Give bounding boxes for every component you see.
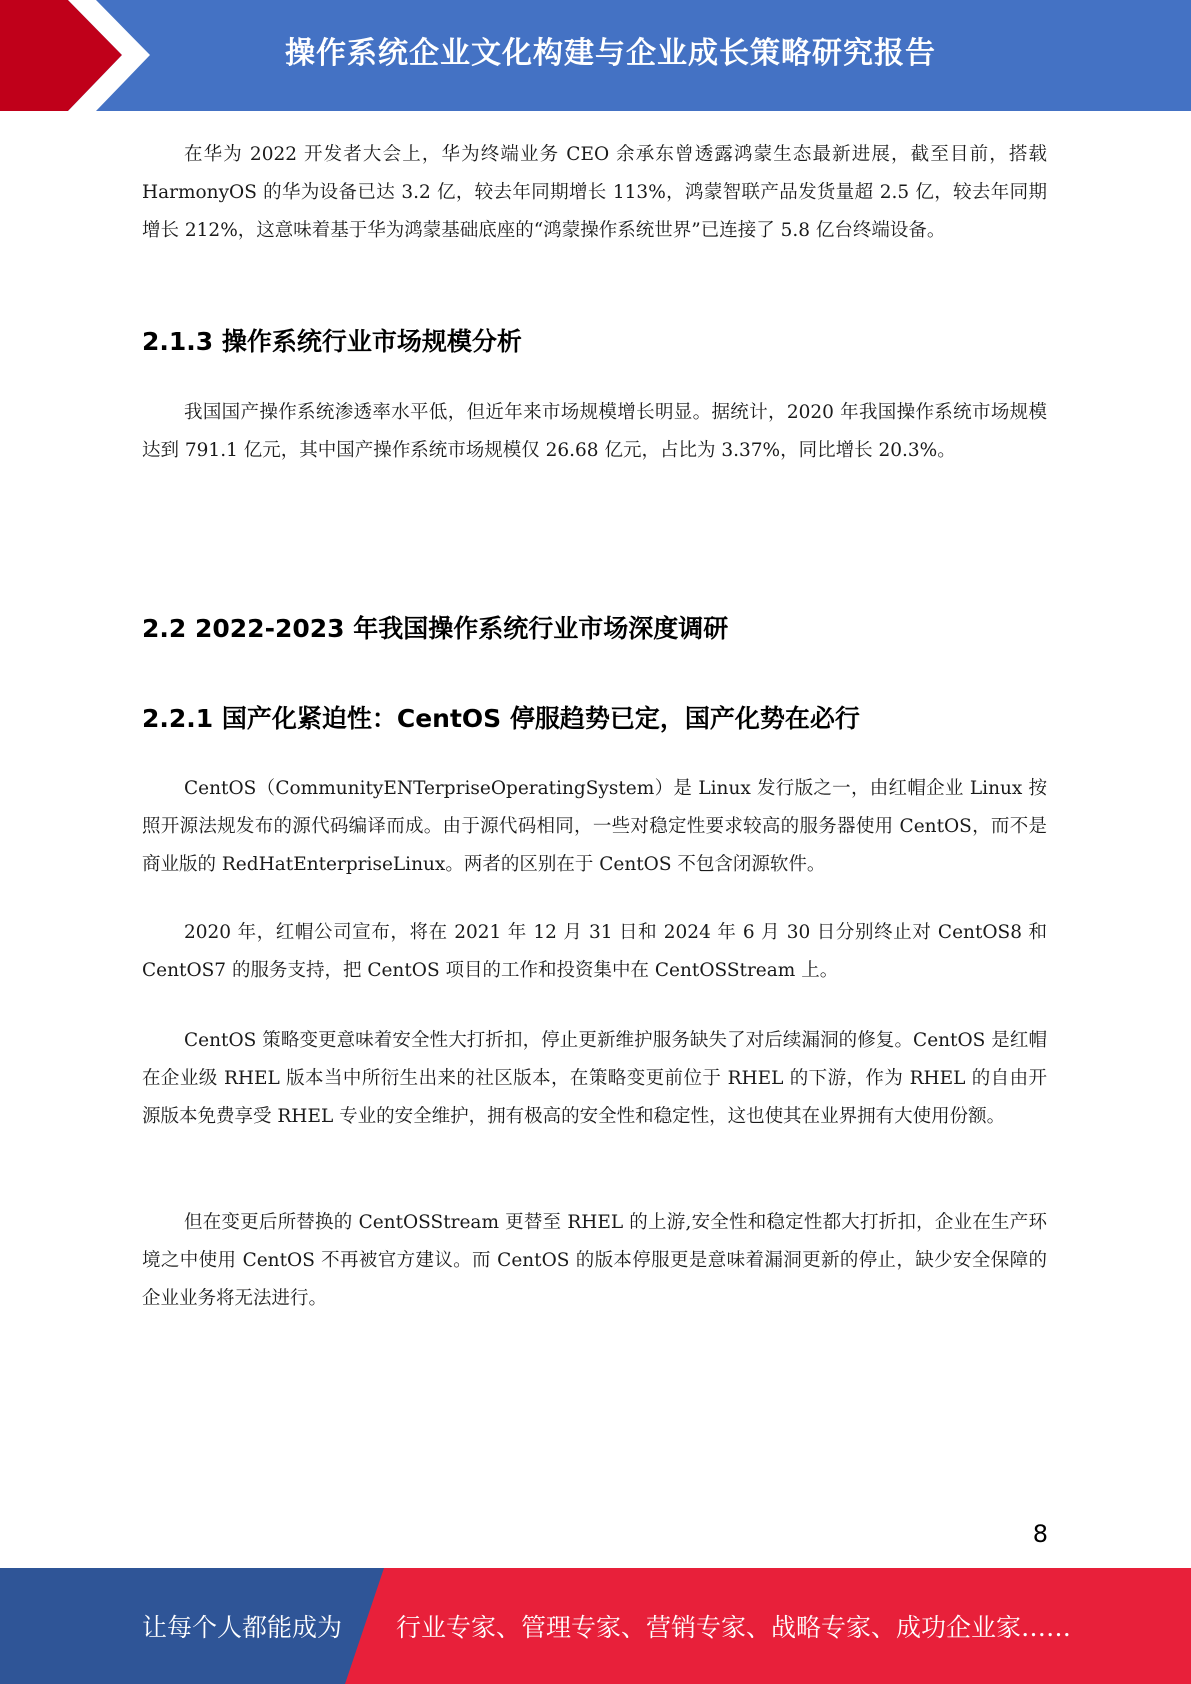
centos-eol-paragraph: 2020 年，红帽公司宣布，将在 2021 年 12 月 31 日和 2024 年 6 月 30 日分别终止对 CentOS8 和 CentOS7 的服务支持，把 CentOS 项目的工作和投资集中在 CentOSStream 上。 — [142, 922, 1047, 981]
centos-security-paragraph: CentOS 策略变更意味着安全性大打折扣，停止更新维护服务缺失了对后续漏洞的修复。CentOS 是红帽在企业级 RHEL 版本当中所衍生出来的社区版本，在策略变更前位于 RHEL 的下游，作为 RHEL 的自由开源版本免费享受 RHEL 专业的安全维护，拥有极高的安全性和稳定性，这也使其在业界拥有大使用份额。 — [142, 1030, 1047, 1127]
page-number: 8 — [1032, 1520, 1048, 1548]
centos-stream-paragraph: 但在变更后所替换的 CentOSStream 更替至 RHEL 的上游,安全性和稳定性都大打折扣，企业在生产环境之中使用 CentOS 不再被官方建议。而 CentOS 的版本停服更是意味着漏洞更新的停止，缺少安全保障的企业业务将无法进行。 — [142, 1212, 1047, 1309]
footer-slogan-left: 让每个人都能成为 — [142, 1613, 343, 1642]
report-title: 操作系统企业文化构建与企业成长策略研究报告 — [285, 36, 936, 71]
intro-paragraph: 在华为 2022 开发者大会上，华为终端业务 CEO 余承东曾透露鸿蒙生态最新进展，截至目前，搭载 HarmonyOS 的华为设备已达 3.2 亿，较去年同期增长 113%，鸿蒙智联产品发货量超 2.5 亿，较去年同期增长 212%，这意味着基于华为鸿蒙基础底座的“鸿蒙操作系统世界”已连接了 5.8 亿台终端设备。 — [142, 144, 1047, 241]
section-2-2-1-heading: 2.2.1 国产化紧迫性：CentOS 停服趋势已定，国产化势在必行 — [142, 704, 860, 733]
footer-band — [0, 1568, 1191, 1684]
footer-slogan-right: 行业专家、管理专家、营销专家、战略专家、成功企业家…… — [396, 1613, 1072, 1642]
market-size-paragraph: 我国国产操作系统渗透率水平低，但近年来市场规模增长明显。据统计，2020 年我国操作系统市场规模达到 791.1 亿元，其中国产操作系统市场规模仅 26.68 亿元，占比为 3.37%，同比增长 20.3%。 — [142, 402, 1047, 461]
section-2-1-3-heading: 2.1.3 操作系统行业市场规模分析 — [142, 327, 522, 356]
centos-intro-paragraph: CentOS（CommunityENTerpriseOperatingSystem）是 Linux 发行版之一，由红帽企业 Linux 按照开源法规发布的源代码编译而成。由于源代码相同，一些对稳定性要求较高的服务器使用 CentOS，而不是商业版的 RedHatEnterpriseLinux。两者的区别在于 CentOS 不包含闭源软件。 — [142, 778, 1047, 875]
header-banner — [0, 0, 1191, 111]
section-2-2-heading: 2.2 2022-2023 年我国操作系统行业市场深度调研 — [142, 614, 729, 643]
